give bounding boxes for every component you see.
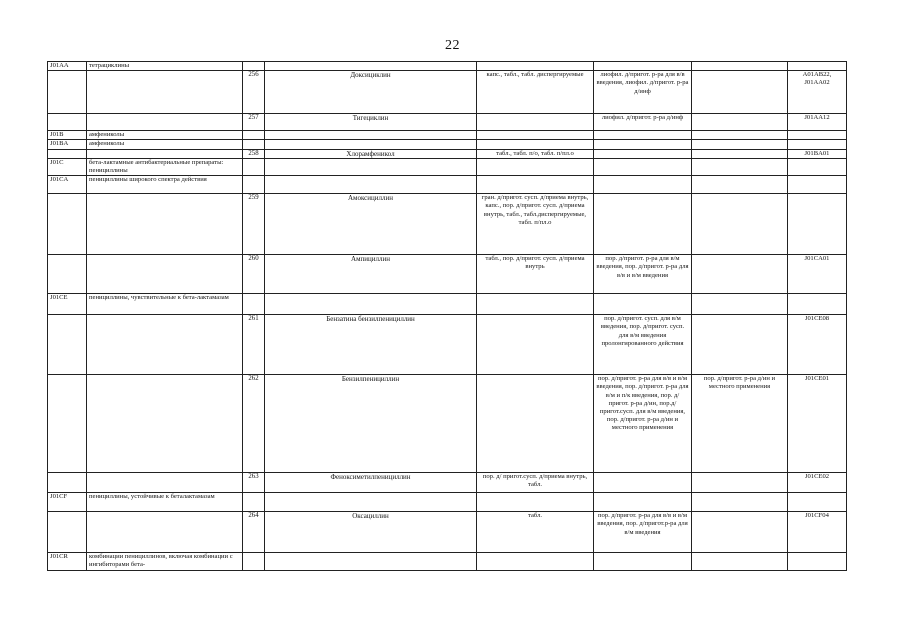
row-number-cell: 263: [243, 473, 265, 493]
row-number-cell: 260: [243, 255, 265, 294]
table-row: [48, 194, 847, 255]
oral-forms-cell: [477, 62, 594, 71]
drug-name-cell: [265, 62, 477, 71]
atc-codes-cell: [788, 194, 847, 255]
injection-forms-cell: пор. д/пригот. р-ра для в/в и в/м введения, пор. д/пригот.р-ра для в/м введения: [594, 512, 692, 553]
page-number: 22: [445, 38, 460, 53]
drug-name-cell: [265, 131, 477, 140]
oral-forms-cell: [477, 553, 594, 571]
oral-forms-cell: [477, 140, 594, 149]
injection-forms-cell: [594, 62, 692, 71]
injection-forms-cell: [594, 294, 692, 315]
other-forms-cell: [692, 114, 788, 131]
atc-codes-cell: J01CF04: [788, 512, 847, 553]
atc-codes-cell: J01CE01: [788, 375, 847, 473]
drug-name-cell: Хлорамфеникол: [265, 149, 477, 158]
drug-name-cell: Амоксициллин: [265, 194, 477, 255]
oral-forms-cell: пор. д/ пригот.сусп. д/приема внутрь, табл.: [477, 473, 594, 493]
group-name-cell: [87, 71, 243, 114]
atc-code-cell: [48, 315, 87, 375]
atc-code-cell: J01AA: [48, 62, 87, 71]
oral-forms-cell: [477, 176, 594, 194]
other-forms-cell: [692, 71, 788, 114]
atc-code-cell: J01CR: [48, 553, 87, 571]
oral-forms-cell: табл., табл. п/о, табл. п/пл.о: [477, 149, 594, 158]
group-name-cell: пенициллины, устойчивые к беталактамазам: [87, 493, 243, 512]
drug-name-cell: [265, 140, 477, 149]
row-number-cell: 262: [243, 375, 265, 473]
other-forms-cell: [692, 255, 788, 294]
injection-forms-cell: пор. д/пригот. р-ра для в/м введения, пор. д/пригот. р-ра для в/в и в/м введения: [594, 255, 692, 294]
drug-name-cell: [265, 158, 477, 175]
atc-code-cell: [48, 255, 87, 294]
atc-codes-cell: J01BA01: [788, 149, 847, 158]
oral-forms-cell: [477, 493, 594, 512]
table-row: [48, 255, 847, 294]
oral-forms-cell: [477, 114, 594, 131]
injection-forms-cell: пор. д/пригот. сусп. для в/м введения, пор. д/пригот. сусп. для в/м введения пролонгированного действия: [594, 315, 692, 375]
atc-code-cell: J01CF: [48, 493, 87, 512]
table-body: [48, 62, 847, 571]
oral-forms-cell: табл., пор. д/пригот. сусп. д/приема внутрь: [477, 255, 594, 294]
atc-codes-cell: A01AB22, J01AA02: [788, 71, 847, 114]
row-number-cell: 257: [243, 114, 265, 131]
oral-forms-cell: [477, 375, 594, 473]
injection-forms-cell: [594, 140, 692, 149]
injection-forms-cell: [594, 553, 692, 571]
table-row: [48, 62, 847, 71]
atc-codes-cell: [788, 62, 847, 71]
drug-name-cell: [265, 176, 477, 194]
row-number-cell: [243, 158, 265, 175]
group-name-cell: тетрациклины: [87, 62, 243, 71]
row-number-cell: [243, 493, 265, 512]
table-row: [48, 512, 847, 553]
other-forms-cell: пор. д/пригот. р-ра д/ин и местного применения: [692, 375, 788, 473]
other-forms-cell: [692, 553, 788, 571]
row-number-cell: [243, 176, 265, 194]
injection-forms-cell: [594, 194, 692, 255]
other-forms-cell: [692, 140, 788, 149]
atc-codes-cell: J01CA01: [788, 255, 847, 294]
injection-forms-cell: [594, 158, 692, 175]
other-forms-cell: [692, 131, 788, 140]
row-number-cell: 258: [243, 149, 265, 158]
table-row: [48, 294, 847, 315]
group-name-cell: [87, 473, 243, 493]
table-row: [48, 158, 847, 175]
group-name-cell: пенициллины, чувствительные к бета-лактамазам: [87, 294, 243, 315]
atc-codes-cell: [788, 493, 847, 512]
group-name-cell: бета-лактамные антибактериальные препараты: пенициллины: [87, 158, 243, 175]
oral-forms-cell: капс., табл., табл. диспергируемые: [477, 71, 594, 114]
drug-name-cell: Оксациллин: [265, 512, 477, 553]
table-row: [48, 315, 847, 375]
row-number-cell: 264: [243, 512, 265, 553]
atc-code-cell: J01CA: [48, 176, 87, 194]
oral-forms-cell: [477, 158, 594, 175]
atc-code-cell: [48, 512, 87, 553]
oral-forms-cell: табл.: [477, 512, 594, 553]
atc-code-cell: [48, 149, 87, 158]
group-name-cell: [87, 194, 243, 255]
group-name-cell: [87, 255, 243, 294]
group-name-cell: [87, 149, 243, 158]
row-number-cell: 261: [243, 315, 265, 375]
atc-codes-cell: J01CE02: [788, 473, 847, 493]
atc-code-cell: J01B: [48, 131, 87, 140]
atc-code-cell: J01CE: [48, 294, 87, 315]
row-number-cell: 259: [243, 194, 265, 255]
oral-forms-cell: [477, 131, 594, 140]
atc-codes-cell: [788, 176, 847, 194]
table-row: [48, 375, 847, 473]
row-number-cell: [243, 140, 265, 149]
other-forms-cell: [692, 176, 788, 194]
injection-forms-cell: [594, 131, 692, 140]
injection-forms-cell: [594, 149, 692, 158]
group-name-cell: [87, 315, 243, 375]
table-row: [48, 71, 847, 114]
atc-code-cell: [48, 375, 87, 473]
injection-forms-cell: лиофил. д/пригот. р-ра для в/в введения, лиофил. д/пригот. р-ра д/инф: [594, 71, 692, 114]
table-row: [48, 553, 847, 571]
other-forms-cell: [692, 512, 788, 553]
atc-codes-cell: [788, 158, 847, 175]
table-row: [48, 114, 847, 131]
other-forms-cell: [692, 194, 788, 255]
row-number-cell: 256: [243, 71, 265, 114]
drug-name-cell: [265, 493, 477, 512]
group-name-cell: [87, 512, 243, 553]
atc-codes-cell: J01AA12: [788, 114, 847, 131]
table-row: [48, 149, 847, 158]
injection-forms-cell: пор. д/пригот. р-ра для в/в и в/м введения, пор. д/пригот. р-ра для в/м и п/к введения, пор. д/пригот. р-ра д/ин, пор.д/пригот.сусп. для в/м введения, пор. д/пригот. р-ра д/ин и местного применения: [594, 375, 692, 473]
drug-name-cell: [265, 294, 477, 315]
drug-name-cell: Бензатина бензилпенициллин: [265, 315, 477, 375]
group-name-cell: комбинации пенициллинов, включая комбинации с ингибиторами бета-: [87, 553, 243, 571]
table-row: [48, 140, 847, 149]
drug-name-cell: Доксициклин: [265, 71, 477, 114]
drug-name-cell: Ампициллин: [265, 255, 477, 294]
injection-forms-cell: лиофил. д/пригот. р-ра д/инф: [594, 114, 692, 131]
drug-name-cell: Феноксиметилпенициллин: [265, 473, 477, 493]
table-row: [48, 473, 847, 493]
row-number-cell: [243, 294, 265, 315]
injection-forms-cell: [594, 473, 692, 493]
row-number-cell: [243, 553, 265, 571]
atc-code-cell: [48, 114, 87, 131]
other-forms-cell: [692, 62, 788, 71]
atc-code-cell: [48, 473, 87, 493]
atc-codes-cell: [788, 140, 847, 149]
drug-name-cell: Тигециклин: [265, 114, 477, 131]
oral-forms-cell: [477, 294, 594, 315]
injection-forms-cell: [594, 176, 692, 194]
oral-forms-cell: [477, 315, 594, 375]
atc-code-cell: [48, 71, 87, 114]
atc-code-cell: [48, 194, 87, 255]
other-forms-cell: [692, 294, 788, 315]
row-number-cell: [243, 131, 265, 140]
group-name-cell: амфениколы: [87, 131, 243, 140]
group-name-cell: пенициллины широкого спектра действия: [87, 176, 243, 194]
row-number-cell: [243, 62, 265, 71]
drug-name-cell: [265, 553, 477, 571]
table-row: [48, 493, 847, 512]
atc-code-cell: J01BA: [48, 140, 87, 149]
other-forms-cell: [692, 493, 788, 512]
other-forms-cell: [692, 473, 788, 493]
table-row: [48, 131, 847, 140]
other-forms-cell: [692, 149, 788, 158]
other-forms-cell: [692, 158, 788, 175]
oral-forms-cell: гран. д/пригот. сусп. д/приема внутрь, капс., пор. д/пригот. сусп. д/приема внутрь, табл., табл.диспергируемые, табл. п/пл.о: [477, 194, 594, 255]
atc-codes-cell: [788, 294, 847, 315]
atc-code-cell: J01C: [48, 158, 87, 175]
drug-name-cell: Бензилпенициллин: [265, 375, 477, 473]
injection-forms-cell: [594, 493, 692, 512]
other-forms-cell: [692, 315, 788, 375]
group-name-cell: амфениколы: [87, 140, 243, 149]
atc-codes-cell: J01CE08: [788, 315, 847, 375]
atc-codes-cell: [788, 553, 847, 571]
table-row: [48, 176, 847, 194]
drug-list-table: [47, 61, 847, 571]
group-name-cell: [87, 375, 243, 473]
group-name-cell: [87, 114, 243, 131]
atc-codes-cell: [788, 131, 847, 140]
